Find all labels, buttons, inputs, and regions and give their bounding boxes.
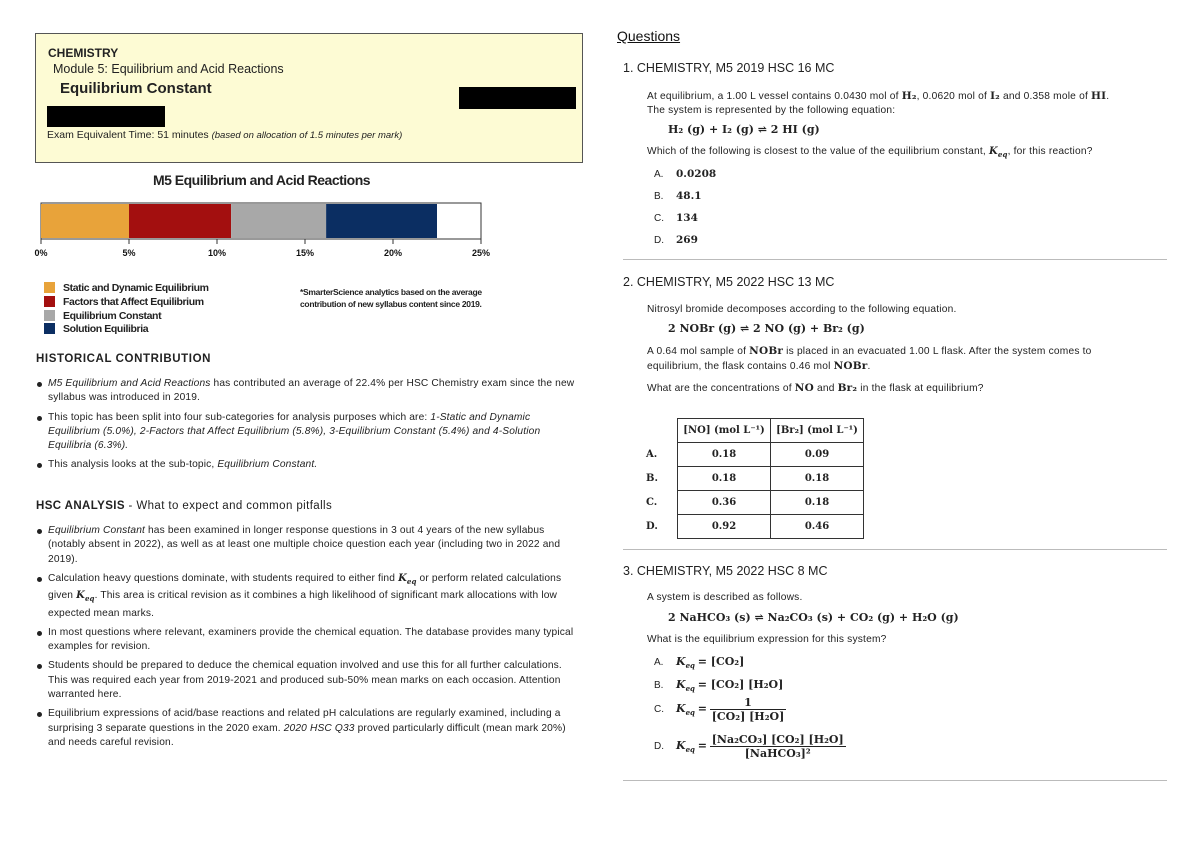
tick-label: 20% — [383, 248, 403, 258]
divider — [623, 549, 1167, 550]
bar-segment — [129, 204, 231, 238]
column-header: [NO] (mol L⁻¹) — [678, 419, 771, 443]
q1-option-d[interactable]: D. 269 — [654, 234, 698, 246]
table-row[interactable]: A. 0.18 0.09 — [645, 443, 864, 467]
legend-item: Solution Equilibria — [44, 323, 148, 335]
exam-time: Exam Equivalent Time: 51 minutes (based on allocation of 1.5 minutes per mark) — [47, 129, 403, 141]
q1-equation: H₂ (g) + I₂ (g) ⇌ 2 HI (g) — [668, 123, 820, 136]
divider — [623, 780, 1167, 781]
q1-question: Which of the following is closest to the value of the equilibrium constant, $K_{eq}$, for this reaction? — [647, 146, 1093, 160]
legend-item: Equilibrium Constant — [44, 310, 161, 322]
table-row[interactable]: C. 0.36 0.18 — [645, 491, 864, 515]
analysis-list — [20, 524, 580, 755]
stacked-bar-chart — [30, 195, 500, 270]
list-item: Equilibrium expressions of acid/base reactions and related pH calculations are regularly examined, including a surprising 3 separate questions in the 2020 exam. 2020 HSC Q33 proved particularly difficult (mean mark 20%) and needs careful revision. — [20, 707, 580, 750]
q2-equation: 2 NOBr (g) ⇌ 2 NO (g) + Br₂ (g) — [668, 322, 865, 335]
bar-segment — [41, 204, 129, 238]
list-item: M5 Equilibrium and Acid Reactions has contributed an average of 22.4% per HSC Chemistry exam since the new syllabus was introduced in 2019. — [20, 377, 580, 406]
analysis-heading: HSC ANALYSIS - What to expect and common pitfalls — [36, 500, 333, 512]
subject-label: CHEMISTRY — [48, 46, 119, 60]
historical-heading: HISTORICAL CONTRIBUTION — [36, 353, 212, 365]
bar-segment — [326, 204, 437, 238]
fraction: $\frac{1}{\text{[CO₂] [H₂O]}}$ — [711, 696, 785, 723]
q2-question: What are the concentrations of NO and Br₂ in the flask at equilibrium? — [647, 382, 984, 394]
historical-list — [20, 377, 580, 478]
legend-swatch — [44, 296, 55, 307]
tick-label: 25% — [471, 248, 491, 258]
q3-equation: 2 NaHCO₃ (s) ⇌ Na₂CO₃ (s) + CO₂ (g) + H₂O (g) — [668, 611, 959, 624]
q3-title: 3. CHEMISTRY, M5 2022 HSC 8 MC — [623, 564, 828, 578]
q3-question: What is the equilibrium expression for this system? — [647, 634, 887, 645]
fraction: $\frac{\text{[Na₂CO₃] [CO₂] [H₂O]}}{\text{[NaHCO₃]²}}$ — [711, 733, 844, 760]
q1-option-b[interactable]: B. 48.1 — [654, 190, 702, 202]
chart-title: M5 Equilibrium and Acid Reactions — [152, 172, 371, 188]
q3-option-d[interactable]: D. $K_{eq}$ = $\frac{\text{[Na₂CO₃] [CO₂] [H₂O]}}{\text{[NaHCO₃]²}}$ — [654, 733, 844, 760]
questions-heading: Questions — [617, 28, 681, 44]
list-item: In most questions where relevant, examiners provide the chemical equation. The database provides many typical examples for revision. — [20, 626, 580, 655]
q3-option-c[interactable]: C. $K_{eq}$ = $\frac{1}{\text{[CO₂] [H₂O]}}$ — [654, 696, 785, 723]
q2-title: 2. CHEMISTRY, M5 2022 HSC 13 MC — [623, 275, 835, 289]
legend-swatch — [44, 282, 55, 293]
tick-label: 15% — [295, 248, 315, 258]
table-header-row — [645, 419, 864, 443]
q1-option-c[interactable]: C. 134 — [654, 212, 698, 224]
module-label: Module 5: Equilibrium and Acid Reactions — [53, 62, 284, 76]
list-item: Students should be prepared to deduce the chemical equation involved and use this for all further calculations. This was required each year from 2019-2021 and produced sub-50% mean marks on each occasion. Attention warranted here. — [20, 659, 580, 702]
q2-stem: A 0.64 mol sample of NOBr is placed in an evacuated 1.00 L flask. After the system comes to equilibrium, the flask contains 0.46 mol NOBr. — [647, 345, 1092, 372]
tick-label: 0% — [34, 248, 48, 258]
list-item: Equilibrium Constant has been examined in longer response questions in 3 out 4 years of the new syllabus (notably absent in 2022), as well as at least one multiple choice question each year (including two in 2022 and 2019). — [20, 524, 580, 567]
q1-option-a[interactable]: A. 0.0208 — [654, 168, 717, 180]
q1-stem: At equilibrium, a 1.00 L vessel contains 0.0430 mol of H₂, 0.0620 mol of I₂ and 0.358 mole of HI. The system is represented by the following equation: — [647, 90, 1110, 116]
bar-segment — [231, 204, 326, 238]
q3-option-b[interactable]: B. $K_{eq} = [CO_2]$ [H₂O] — [654, 678, 784, 693]
tick-label: 5% — [122, 248, 136, 258]
list-item: Calculation heavy questions dominate, with students required to either find $K_{eq}$ or perform related calculations given $K_{eq}$. This area is critical revision as it combines a high likelihood of significant mark allocations with low expected mean marks. — [20, 572, 580, 621]
legend-swatch — [44, 310, 55, 321]
table-row[interactable]: D. 0.92 0.46 — [645, 515, 864, 539]
chart-note: *SmarterScience analytics based on the average contribution of new syllabus content since 2019. — [300, 287, 482, 309]
redacted-block-2 — [47, 106, 165, 127]
legend-swatch — [44, 323, 55, 334]
q2-options-table — [645, 418, 864, 539]
legend-item: Factors that Affect Equilibrium — [44, 296, 204, 308]
divider — [623, 259, 1167, 260]
list-item: This analysis looks at the sub-topic, Equilibrium Constant. — [20, 458, 580, 472]
redacted-block-1 — [459, 87, 576, 109]
column-header: [Br₂] (mol L⁻¹) — [771, 419, 864, 443]
topic-title: Equilibrium Constant — [60, 80, 212, 97]
table-row[interactable]: B. 0.18 0.18 — [645, 467, 864, 491]
q2-intro: Nitrosyl bromide decomposes according to the following equation. — [647, 304, 957, 315]
list-item: This topic has been split into four sub-categories for analysis purposes which are: 1-Static and Dynamic Equilibrium (5.0%), 2-Factors that Affect Equilibrium (5.8%), 3-Equilibrium Constant (5.4%) and 4-Solution Equilibria (6.3%). — [20, 411, 580, 454]
q3-option-a[interactable]: A. $K_{eq} = [CO_2]$ — [654, 655, 745, 670]
q3-intro: A system is described as follows. — [647, 592, 803, 603]
q1-title: 1. CHEMISTRY, M5 2019 HSC 16 MC — [623, 61, 835, 75]
legend-item: Static and Dynamic Equilibrium — [44, 282, 209, 294]
tick-label: 10% — [207, 248, 227, 258]
header-box — [35, 33, 583, 163]
